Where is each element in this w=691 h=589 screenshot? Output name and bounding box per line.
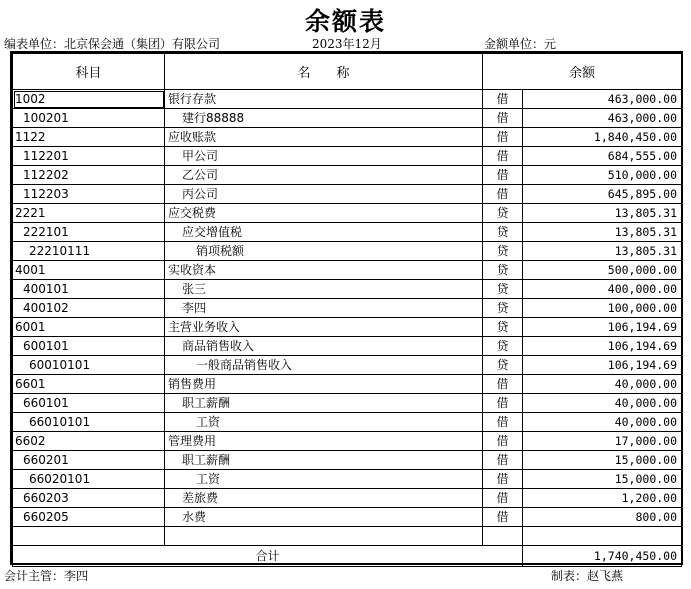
total-label: 合计 — [13, 546, 523, 567]
total-amount: 1,740,450.00 — [523, 546, 682, 567]
account-code-cell[interactable]: 400101 — [13, 280, 165, 299]
table-row[interactable] — [13, 375, 682, 394]
table-row[interactable] — [13, 147, 682, 166]
balance-amount-cell[interactable]: 40,000.00 — [523, 413, 682, 432]
account-name-cell[interactable]: 工资 — [165, 470, 483, 489]
table-row[interactable] — [13, 356, 682, 375]
account-code-cell[interactable]: 660203 — [13, 489, 165, 508]
table-row[interactable] — [13, 109, 682, 128]
account-name-cell[interactable]: 应交税费 — [165, 204, 483, 223]
balance-direction-cell[interactable]: 借 — [483, 413, 523, 432]
balance-direction-cell[interactable]: 借 — [483, 166, 523, 185]
balance-direction-cell[interactable]: 借 — [483, 128, 523, 147]
table-cell[interactable] — [483, 527, 523, 546]
account-name-cell[interactable]: 商品销售收入 — [165, 337, 483, 356]
balance-direction-cell[interactable]: 贷 — [483, 337, 523, 356]
balance-amount-cell[interactable]: 684,555.00 — [523, 147, 682, 166]
account-name-cell[interactable]: 主营业务收入 — [165, 318, 483, 337]
report-period: 2023年12月 — [312, 37, 382, 51]
balance-direction-cell[interactable]: 借 — [483, 109, 523, 128]
account-code-cell[interactable]: 1122 — [13, 128, 165, 147]
column-header-code: 科目 — [13, 54, 165, 90]
balance-direction-cell[interactable]: 贷 — [483, 280, 523, 299]
account-code-cell[interactable]: 112202 — [13, 166, 165, 185]
account-name-cell[interactable]: 李四 — [165, 299, 483, 318]
blank-row — [13, 527, 682, 546]
account-name-cell[interactable]: 差旅费 — [165, 489, 483, 508]
account-code-cell[interactable]: 2221 — [13, 204, 165, 223]
report-title: 余额表 — [304, 7, 386, 36]
table-body — [13, 90, 682, 527]
table-row[interactable] — [13, 318, 682, 337]
account-name-cell[interactable]: 张三 — [165, 280, 483, 299]
table-row[interactable] — [13, 223, 682, 242]
balance-direction-cell[interactable]: 借 — [483, 375, 523, 394]
balance-amount-cell[interactable]: 100,000.00 — [523, 299, 682, 318]
table-row[interactable] — [13, 470, 682, 489]
balance-amount-cell[interactable]: 40,000.00 — [523, 394, 682, 413]
account-code-cell[interactable]: 4001 — [13, 261, 165, 280]
balance-direction-cell[interactable]: 贷 — [483, 204, 523, 223]
balance-amount-cell[interactable]: 13,805.31 — [523, 223, 682, 242]
total-row — [13, 546, 682, 567]
balance-direction-cell[interactable]: 借 — [483, 147, 523, 166]
balance-direction-cell[interactable]: 贷 — [483, 356, 523, 375]
account-code-cell[interactable]: 222101 — [13, 223, 165, 242]
balance-amount-cell[interactable]: 645,895.00 — [523, 185, 682, 204]
balance-direction-cell[interactable]: 借 — [483, 185, 523, 204]
table-row[interactable] — [13, 337, 682, 356]
column-header-balance: 余额 — [483, 54, 682, 90]
account-name-cell[interactable]: 丙公司 — [165, 185, 483, 204]
account-code-cell[interactable]: 6602 — [13, 432, 165, 451]
table-header-row — [13, 54, 682, 90]
account-code-cell[interactable]: 660201 — [13, 451, 165, 470]
balance-direction-cell[interactable]: 借 — [483, 394, 523, 413]
account-code-cell[interactable]: 6601 — [13, 375, 165, 394]
table-row[interactable] — [13, 413, 682, 432]
balance-amount-cell[interactable]: 106,194.69 — [523, 356, 682, 375]
balance-direction-cell[interactable]: 借 — [483, 451, 523, 470]
balance-amount-cell[interactable]: 800.00 — [523, 508, 682, 527]
balance-amount-cell[interactable]: 13,805.31 — [523, 204, 682, 223]
balance-direction-cell[interactable]: 贷 — [483, 242, 523, 261]
balance-direction-cell[interactable]: 借 — [483, 90, 523, 109]
account-code-cell[interactable]: 66020101 — [13, 470, 165, 489]
currency-unit: 金额单位：元 — [484, 37, 557, 51]
account-name-cell[interactable]: 应交增值税 — [165, 223, 483, 242]
account-code-cell[interactable]: 60010101 — [13, 356, 165, 375]
table-row[interactable] — [13, 508, 682, 527]
balance-amount-cell[interactable]: 106,194.69 — [523, 318, 682, 337]
account-name-cell[interactable]: 水费 — [165, 508, 483, 527]
balance-amount-cell[interactable]: 13,805.31 — [523, 242, 682, 261]
table-row[interactable] — [13, 185, 682, 204]
table-row[interactable] — [13, 280, 682, 299]
account-code-cell[interactable]: 100201 — [13, 109, 165, 128]
account-name-cell[interactable]: 实收资本 — [165, 261, 483, 280]
balance-amount-cell[interactable]: 463,000.00 — [523, 90, 682, 109]
balance-amount-cell[interactable]: 40,000.00 — [523, 375, 682, 394]
balance-direction-cell[interactable]: 借 — [483, 508, 523, 527]
account-code-cell[interactable]: 400102 — [13, 299, 165, 318]
account-code-cell[interactable]: 66010101 — [13, 413, 165, 432]
account-code-cell[interactable]: 22210111 — [13, 242, 165, 261]
table-row[interactable] — [13, 299, 682, 318]
table-row[interactable] — [13, 166, 682, 185]
balance-direction-cell[interactable]: 借 — [483, 432, 523, 451]
balance-amount-cell[interactable]: 1,200.00 — [523, 489, 682, 508]
balance-direction-cell[interactable]: 贷 — [483, 318, 523, 337]
table-row[interactable] — [13, 394, 682, 413]
balance-amount-cell[interactable]: 463,000.00 — [523, 109, 682, 128]
balance-amount-cell[interactable]: 1,840,450.00 — [523, 128, 682, 147]
account-name-cell[interactable]: 销项税额 — [165, 242, 483, 261]
balance-direction-cell[interactable]: 贷 — [483, 299, 523, 318]
accounting-supervisor: 会计主管：李四 — [4, 569, 89, 583]
balance-amount-cell[interactable]: 510,000.00 — [523, 166, 682, 185]
table-row[interactable] — [13, 90, 682, 109]
table-row[interactable] — [13, 432, 682, 451]
account-name-cell[interactable]: 银行存款 — [165, 90, 483, 109]
account-name-cell[interactable]: 应收账款 — [165, 128, 483, 147]
account-name-cell[interactable]: 管理费用 — [165, 432, 483, 451]
account-code-cell[interactable]: 660205 — [13, 508, 165, 527]
account-name-cell[interactable]: 职工薪酬 — [165, 451, 483, 470]
table-row[interactable] — [13, 242, 682, 261]
account-name-cell[interactable]: 建行88888 — [165, 109, 483, 128]
column-header-name: 名 称 — [165, 54, 483, 90]
balance-table — [12, 53, 682, 567]
balance-amount-cell[interactable]: 15,000.00 — [523, 470, 682, 489]
account-code-cell[interactable]: 112203 — [13, 185, 165, 204]
account-code-cell[interactable]: 600101 — [13, 337, 165, 356]
balance-amount-cell[interactable]: 17,000.00 — [523, 432, 682, 451]
balance-direction-cell[interactable]: 借 — [483, 470, 523, 489]
account-name-cell[interactable]: 甲公司 — [165, 147, 483, 166]
table-cell[interactable] — [165, 527, 483, 546]
table-cell[interactable] — [523, 527, 682, 546]
balance-amount-cell[interactable]: 15,000.00 — [523, 451, 682, 470]
balance-direction-cell[interactable]: 借 — [483, 489, 523, 508]
table-cell[interactable] — [13, 527, 165, 546]
account-code-cell[interactable]: 1002 — [13, 90, 165, 109]
reporting-unit: 编表单位：北京保会通（集团）有限公司 — [4, 37, 221, 51]
balance-direction-cell[interactable]: 贷 — [483, 261, 523, 280]
table-row[interactable] — [13, 204, 682, 223]
balance-amount-cell[interactable]: 106,194.69 — [523, 337, 682, 356]
account-name-cell[interactable]: 销售费用 — [165, 375, 483, 394]
balance-table-frame — [10, 51, 683, 565]
account-code-cell[interactable]: 660101 — [13, 394, 165, 413]
account-code-cell[interactable]: 6001 — [13, 318, 165, 337]
table-row[interactable] — [13, 128, 682, 147]
table-row[interactable] — [13, 261, 682, 280]
account-name-cell[interactable]: 工资 — [165, 413, 483, 432]
table-row[interactable] — [13, 451, 682, 470]
account-name-cell[interactable]: 乙公司 — [165, 166, 483, 185]
account-code-cell[interactable]: 112201 — [13, 147, 165, 166]
table-row[interactable] — [13, 489, 682, 508]
balance-amount-cell[interactable]: 400,000.00 — [523, 280, 682, 299]
balance-amount-cell[interactable]: 500,000.00 — [523, 261, 682, 280]
account-name-cell[interactable]: 一般商品销售收入 — [165, 356, 483, 375]
balance-direction-cell[interactable]: 贷 — [483, 223, 523, 242]
prepared-by: 制表：赵飞燕 — [551, 569, 624, 583]
account-name-cell[interactable]: 职工薪酬 — [165, 394, 483, 413]
